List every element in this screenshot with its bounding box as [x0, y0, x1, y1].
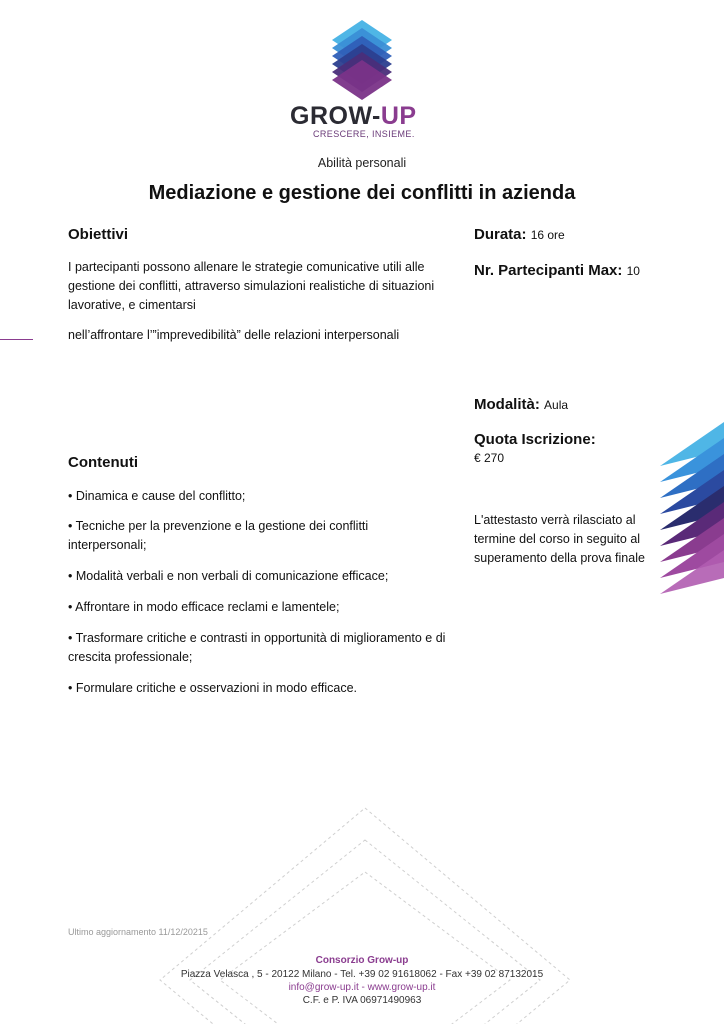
- decorative-chevrons-icon: [656, 422, 724, 602]
- participants-label: Nr. Partecipanti Max: [474, 262, 618, 279]
- last-updated: Ultimo aggiornamento 11/12/20215: [68, 927, 208, 937]
- duration-field: Durata: 16 ore: [474, 226, 565, 243]
- list-item: • Trasformare critiche e contrasti in opportunità di miglioramento e di crescita professionale;: [68, 631, 446, 664]
- list-item: • Tecniche per la prevenzione e la gestione dei conflitti interpersonali;: [68, 519, 369, 552]
- course-category: Abilità personali: [317, 156, 407, 170]
- objectives-paragraph-2: nell’affrontare l’”imprevedibilità” delle relazioni interpersonali: [68, 328, 400, 342]
- list-item: • Modalità verbali e non verbali di comunicazione efficace;: [68, 569, 389, 583]
- participants-field: Nr. Partecipanti Max: 10: [474, 262, 640, 279]
- mode-value: Aula: [544, 398, 569, 412]
- left-margin-rule: [0, 339, 33, 340]
- footer-tax-id: C.F. e P. IVA 06971490963: [302, 995, 422, 1006]
- page-title: Mediazione e gestione dei conflitti in azienda: [148, 182, 576, 204]
- participants-value: 10: [626, 264, 640, 278]
- brand-wordmark: GROW-UP: [290, 102, 417, 130]
- fee-value: € 270: [474, 451, 505, 465]
- duration-value: 16 ore: [530, 228, 565, 242]
- mode-label: Modalità: [474, 396, 535, 413]
- objectives-heading: Obiettivi: [68, 226, 129, 243]
- footer-contacts: info@grow-up.it - www.grow-up.it: [288, 982, 436, 993]
- footer-address: Piazza Velasca , 5 - 20122 Milano - Tel. +39 02 91618062 - Fax +39 02 87132015: [180, 969, 544, 980]
- list-item: • Formulare critiche e osservazioni in modo efficace.: [68, 681, 357, 695]
- footer-org: Consorzio Grow-up: [315, 955, 409, 966]
- duration-label: Durata: [474, 226, 522, 243]
- certificate-note: L'attestasto verrà rilasciato al termine del corso in seguito al superamento della prova finale: [474, 513, 645, 565]
- objectives-paragraph-1: I partecipanti possono allenare le strategie comunicative utili alle gestione dei conflitti, attraverso simulazioni realistiche di situazioni lavorative, e cimentarsi: [68, 260, 435, 312]
- contents-heading: Contenuti: [68, 454, 138, 471]
- list-item: • Dinamica e cause del conflitto;: [68, 489, 246, 503]
- mode-field: Modalità: Aula: [474, 396, 569, 413]
- fee-label: Quota Iscrizione:: [474, 431, 596, 448]
- list-item: • Affrontare in modo efficace reclami e lamentele;: [68, 600, 340, 614]
- brand-tagline: CRESCERE, INSIEME.: [313, 129, 415, 139]
